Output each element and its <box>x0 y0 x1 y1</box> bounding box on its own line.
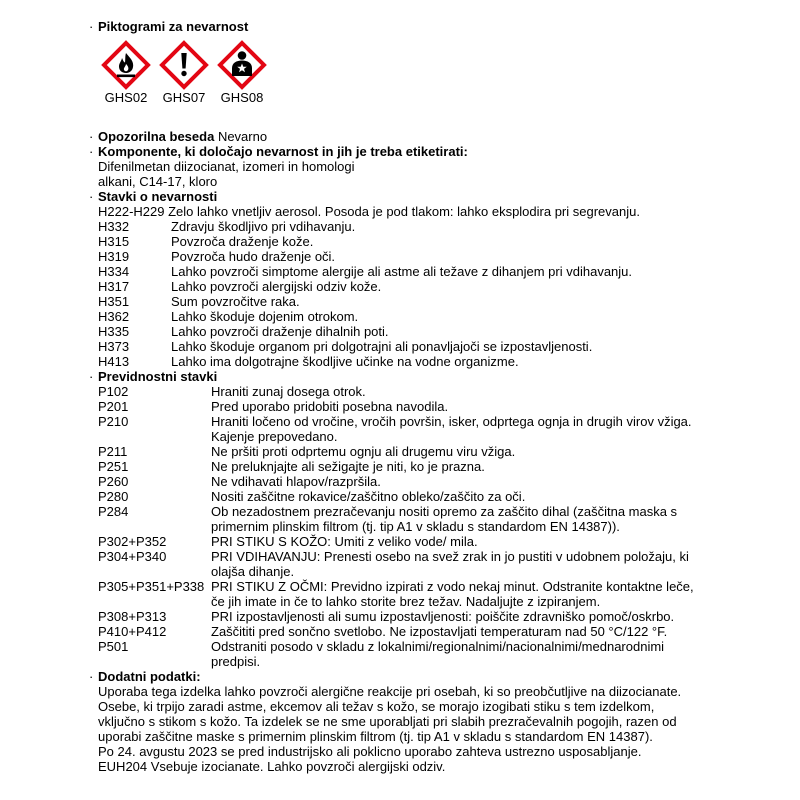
p-code: P102 <box>98 384 129 399</box>
table-row <box>98 444 694 459</box>
bullet: · <box>89 189 94 204</box>
p-text-line: PRI STIKU Z OČMI: Previdno izpirati z vodo nekaj minut. Odstranite kontaktne leče, <box>211 579 694 594</box>
h-text: Lahko škoduje dojenim otrokom. <box>171 309 359 324</box>
h-code: H332 <box>98 219 130 234</box>
p-code: P201 <box>98 399 129 414</box>
bullet: · <box>89 19 94 34</box>
table-row <box>98 459 694 474</box>
precautionary-statements-heading: · Previdnostni stavki <box>89 369 218 384</box>
p-code: P304+P340 <box>98 549 167 564</box>
h-text: Lahko povzroči draženje dihalnih poti. <box>171 324 389 339</box>
p-text-line: Ob nezadostnem prezračevanju nositi opremo za zaščito dihal (zaščitna maska s <box>211 504 678 519</box>
h-code: H315 <box>98 234 130 249</box>
p-text-line: Nositi zaščitne rokavice/zaščitno obleko/zaščito za oči. <box>211 489 526 504</box>
pictogram-ghs02 <box>97 40 155 105</box>
h-code: H319 <box>98 249 130 264</box>
table-row <box>98 234 632 249</box>
p-text-line: Kajenje prepovedano. <box>211 429 338 444</box>
table-row <box>98 354 632 369</box>
p-code: P302+P352 <box>98 534 167 549</box>
additional-info-line: Po 24. avgustu 2023 se pred industrijsko ali poklicno uporabo zahteva ustrezno usposabljanje. <box>98 744 642 759</box>
bullet: · <box>89 669 94 684</box>
signal-word-value: Nevarno <box>217 129 268 144</box>
p-text-line: Hraniti ločeno od vročine, vročih površin, isker, odprtega ognja in drugih virov vžiga. <box>211 414 692 429</box>
p-code: P210 <box>98 414 129 429</box>
bullet: · <box>89 129 94 144</box>
p-text-line: Ne vdihavati hlapov/razpršila. <box>211 474 381 489</box>
table-row <box>98 309 632 324</box>
p-text-line: Zaščititi pred sončno svetlobo. Ne izpostavljati temperaturam nad 50 °C/122 °F. <box>211 624 668 639</box>
pictograms-heading: · Piktogrami za nevarnost <box>89 19 249 34</box>
table-row <box>98 549 694 579</box>
pictogram-code: GHS07 <box>162 90 206 105</box>
table-row <box>98 324 632 339</box>
table-row <box>98 399 694 414</box>
h-text: Zdravju škodljivo pri vdihavanju. <box>171 219 356 234</box>
h-code: H413 <box>98 354 130 369</box>
h-code: H373 <box>98 339 130 354</box>
p-code: P251 <box>98 459 129 474</box>
pictogram-code: GHS08 <box>220 90 264 105</box>
p-code: P308+P313 <box>98 609 167 624</box>
h-text: Lahko ima dolgotrajne škodljive učinke na vodne organizme. <box>171 354 519 369</box>
precautionary-statements-table <box>98 384 694 669</box>
signal-word-label: Opozorilna beseda <box>98 129 215 144</box>
p-code: P501 <box>98 639 129 654</box>
table-row <box>98 294 632 309</box>
table-row <box>98 579 694 609</box>
h-code: H335 <box>98 324 130 339</box>
p-text-line: PRI VDIHAVANJU: Prenesti osebo na svež zrak in jo pustiti v udobnem položaju, ki <box>211 549 689 564</box>
pictogram-row <box>89 40 789 105</box>
health-hazard-icon <box>217 40 267 90</box>
additional-info-line: vključno s stikom s kožo. Ta izdelek se ne sme uporabljati pri slabih prezračevalnih pogojih, razen od <box>98 714 677 729</box>
component-line: Difenilmetan diizocianat, izomeri in homologi <box>98 159 355 174</box>
table-row <box>98 534 694 549</box>
p-code: P260 <box>98 474 129 489</box>
p-text-line: PRI STIKU S KOŽO: Umiti z veliko vode/ mila. <box>211 534 478 549</box>
h-text: Lahko škoduje organom pri dolgotrajni ali ponavljajoči se izpostavljenosti. <box>171 339 593 354</box>
table-row <box>98 384 694 399</box>
p-code: P410+P412 <box>98 624 167 639</box>
table-row <box>98 474 694 489</box>
table-row <box>98 489 694 504</box>
flame-icon <box>101 40 151 90</box>
p-text-line: Odstraniti posodo v skladu z lokalnimi/regionalnimi/nacionalnimi/mednarodnimi <box>211 639 665 654</box>
additional-info-line: EUH204 Vsebuje izocianate. Lahko povzroči alergijski odziv. <box>98 759 446 774</box>
p-text-line: predpisi. <box>211 654 261 669</box>
component-line: alkani, C14-17, kloro <box>98 174 218 189</box>
table-row <box>98 609 694 624</box>
p-code: P284 <box>98 504 129 519</box>
p-text-line: Hraniti zunaj dosega otrok. <box>211 384 366 399</box>
p-text-line: Ne preluknjajte ali sežigajte je niti, ko je prazna. <box>211 459 485 474</box>
bullet: · <box>89 144 94 159</box>
table-row <box>98 414 694 444</box>
p-text-line: če jih imate in če to lahko storite brez težav. Nadaljujte z izpiranjem. <box>211 594 601 609</box>
p-text-line: PRI izpostavljenosti ali sumu izpostavljenosti: poiščite zdravniško pomoč/oskrbo. <box>211 609 675 624</box>
p-code: P280 <box>98 489 129 504</box>
additional-info-line: Osebe, ki trpijo zaradi astme, ekcemov ali težav s kožo, se morajo izogibati stiku s tem izdelkom, <box>98 699 655 714</box>
h-code: H351 <box>98 294 130 309</box>
safety-label-document <box>89 19 789 774</box>
hazard-statements-table <box>98 219 632 369</box>
p-text-line: Ne pršiti proti odprtemu ognju ali drugemu viru vžiga. <box>211 444 516 459</box>
p-code: P211 <box>98 444 128 459</box>
table-row <box>98 339 632 354</box>
pictogram-ghs08 <box>213 40 271 105</box>
h-text: Sum povzročitve raka. <box>171 294 300 309</box>
p-text-line: Pred uporabo pridobiti posebna navodila. <box>211 399 449 414</box>
hazard-statements-heading: · Stavki o nevarnosti <box>89 189 218 204</box>
h-text: Povzroča hudo draženje oči. <box>171 249 336 264</box>
pictogram-code: GHS02 <box>104 90 148 105</box>
table-row <box>98 279 632 294</box>
table-row <box>98 624 694 639</box>
h-code: H334 <box>98 264 130 279</box>
table-row <box>98 264 632 279</box>
h-text: Povzroča draženje kože. <box>171 234 314 249</box>
additional-info-heading: · Dodatni podatki: <box>89 669 201 684</box>
table-row <box>98 219 632 234</box>
table-row <box>98 504 694 534</box>
p-code: P305+P351+P338 <box>98 579 205 594</box>
pictogram-ghs07 <box>155 40 213 105</box>
h-code: H317 <box>98 279 130 294</box>
table-row <box>98 249 632 264</box>
p-text-line: olajša dihanje. <box>211 564 295 579</box>
p-text-line: primernim plinskim filtrom (tj. tip A1 v skladu s standardom EN 14387)). <box>211 519 620 534</box>
additional-info-line: uporabi zaščitne maske s primernim plinskim filtrom (tj. tip A1 v skladu s standardom EN 14387). <box>98 729 653 744</box>
h-text: Lahko povzroči alergijski odziv kože. <box>171 279 382 294</box>
bullet: · <box>89 369 94 384</box>
h-text: Lahko povzroči simptome alergije ali astme ali težave z dihanjem pri vdihavanju. <box>171 264 633 279</box>
hazard-statement-combined: H222-H229 Zelo lahko vnetljiv aerosol. Posoda je pod tlakom: lahko eksplodira pri segrevanju. <box>98 204 640 219</box>
additional-info-line: Uporaba tega izdelka lahko povzroči alergične reakcije pri osebah, ki so preobčutljive na diizocianate. <box>98 684 682 699</box>
signal-word-line <box>89 129 789 144</box>
h-code: H362 <box>98 309 130 324</box>
table-row <box>98 639 694 669</box>
exclamation-icon <box>159 40 209 90</box>
components-heading: · Komponente, ki določajo nevarnost in jih je treba etiketirati: <box>89 144 468 159</box>
